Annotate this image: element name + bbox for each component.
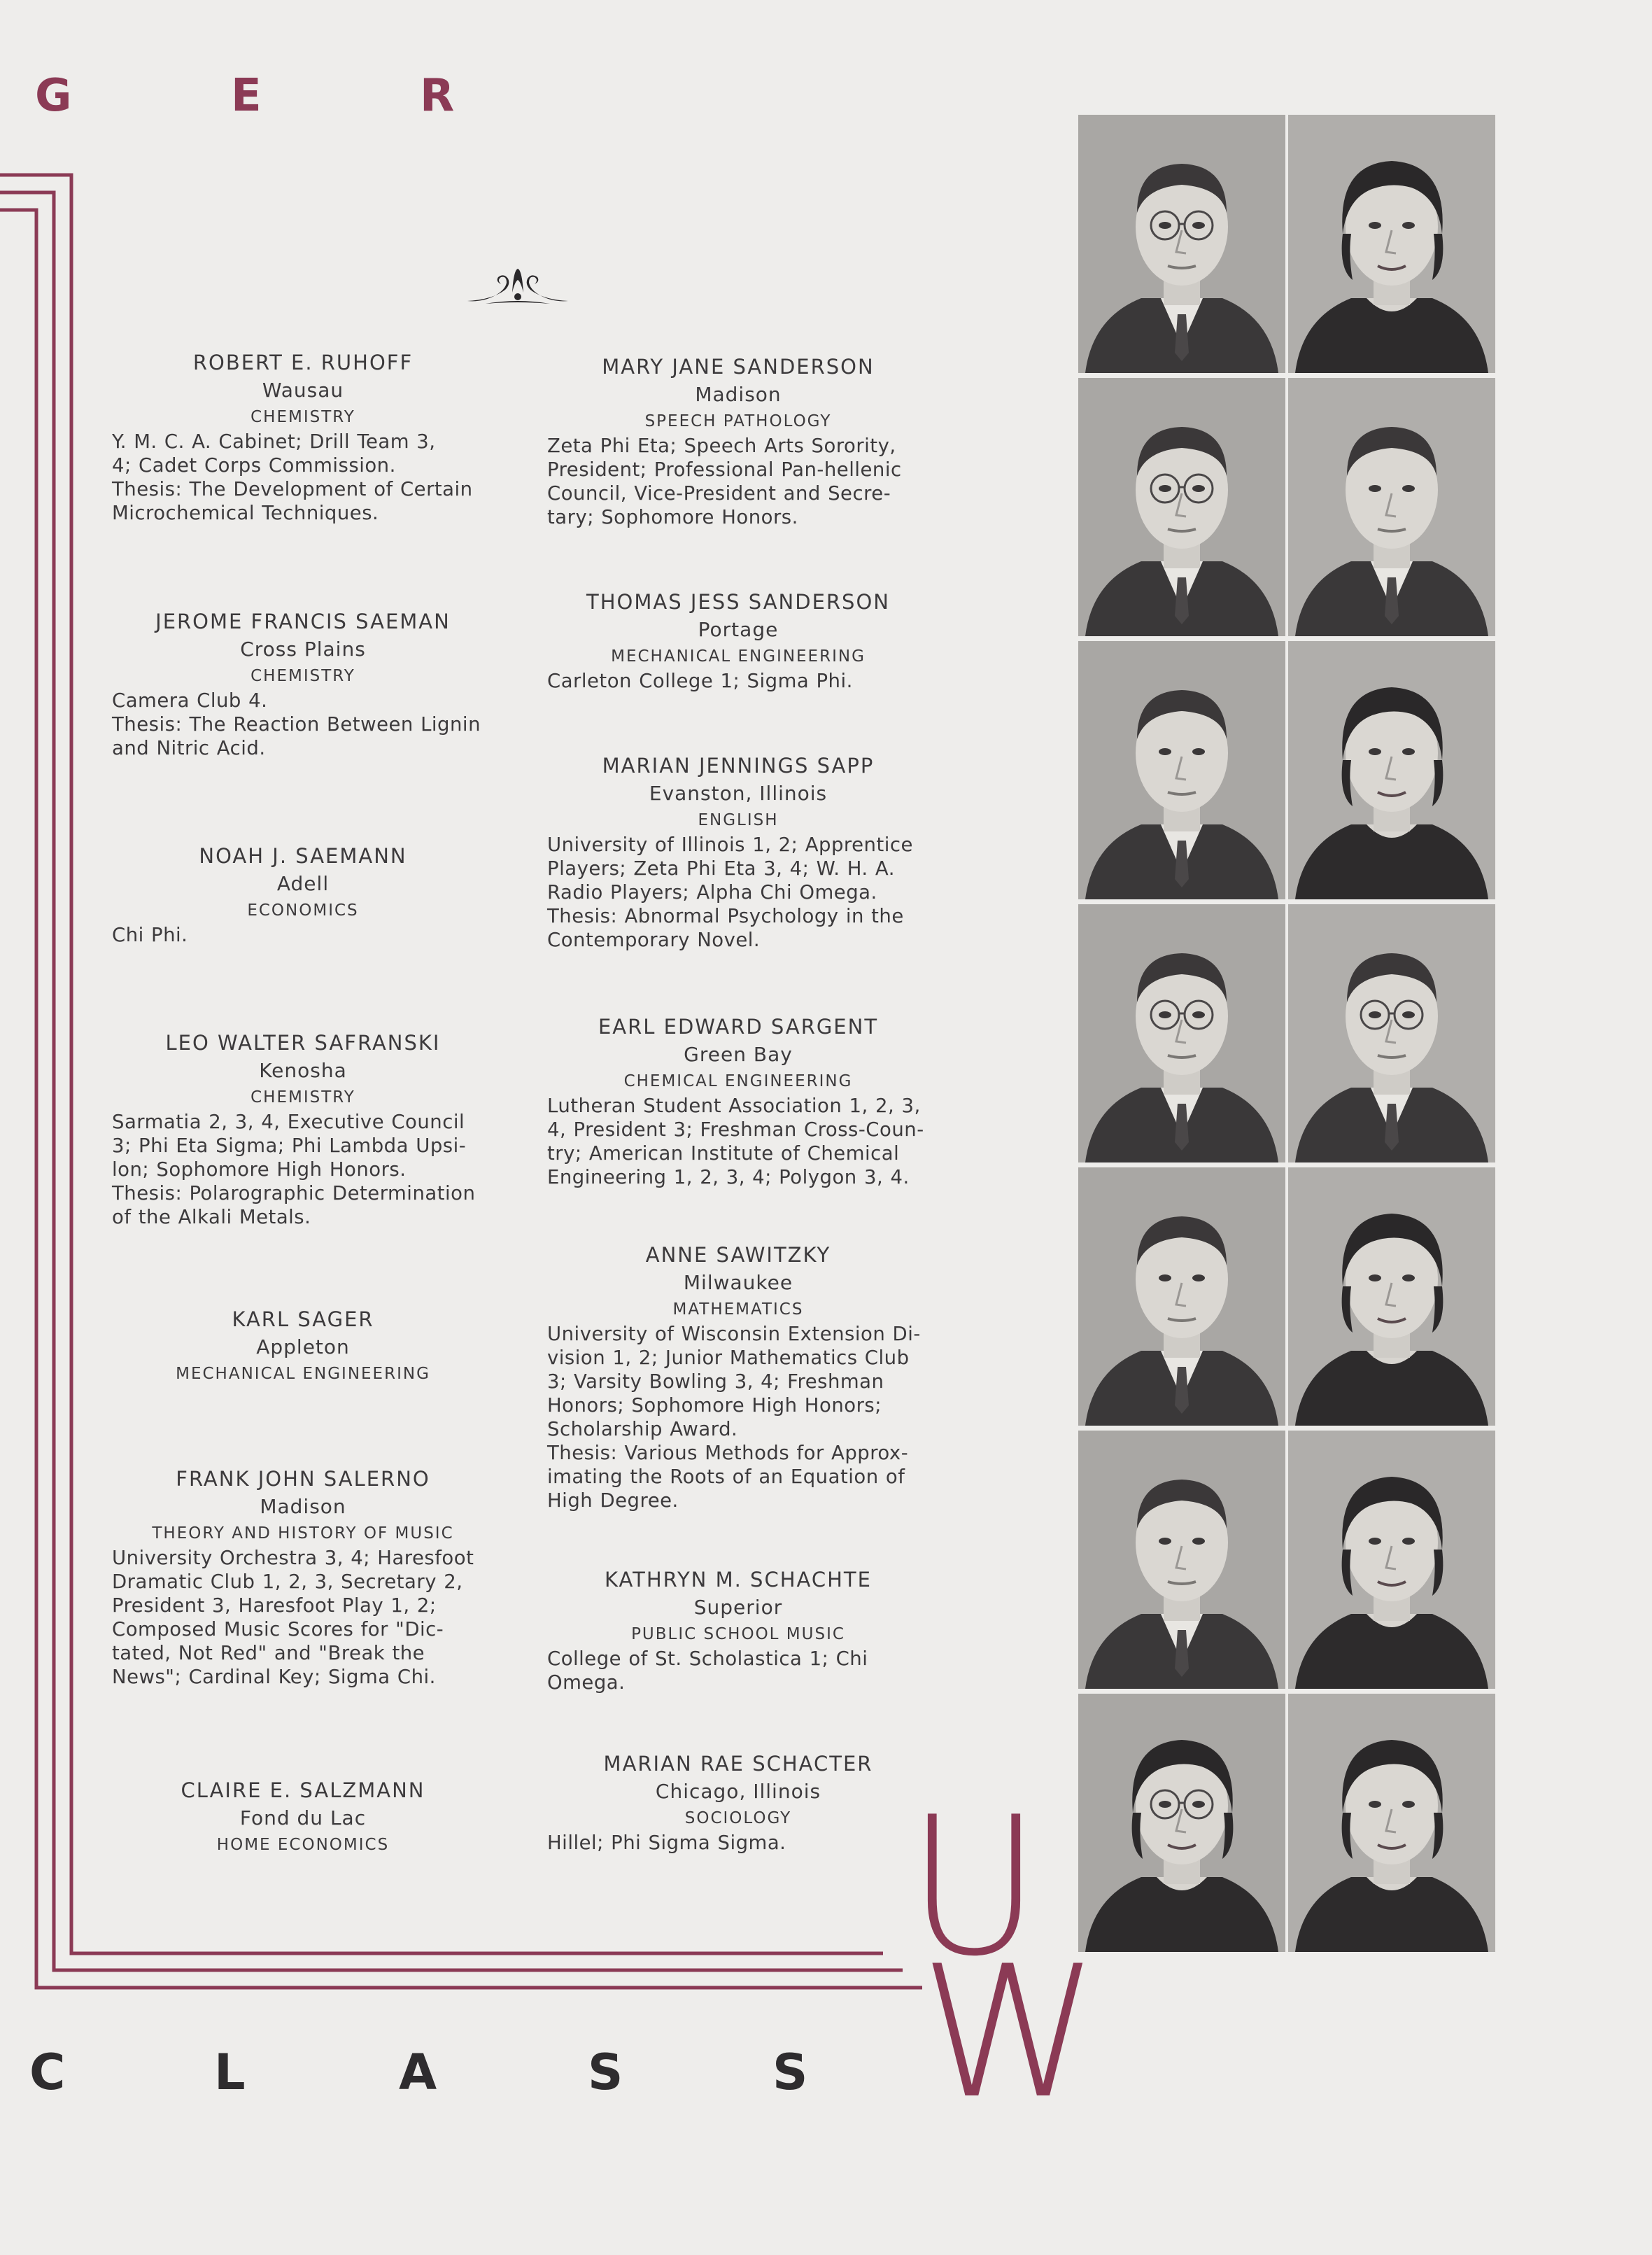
activity-line: Contemporary Novel.: [547, 929, 761, 951]
student-department: MATHEMATICS: [672, 1300, 804, 1319]
student-name: EARL EDWARD SARGENT: [598, 1015, 879, 1039]
student-hometown: Cross Plains: [240, 638, 366, 661]
activity-line: Omega.: [547, 1671, 626, 1694]
student-activities: [547, 434, 929, 529]
student-activities: [112, 1546, 494, 1689]
student-name: ROBERT E. RUHOFF: [192, 351, 414, 374]
student-name: MARY JANE SANDERSON: [602, 355, 875, 379]
monogram-letter-w: W: [919, 1927, 1100, 2139]
activity-line: vision 1, 2; Junior Mathematics Club: [547, 1347, 910, 1369]
student-portrait-photo: [1078, 378, 1285, 636]
activity-line: Council, Vice-President and Secre-: [547, 482, 891, 505]
activity-line: 4; Cadet Corps Commission.: [112, 454, 396, 477]
student-entry: [112, 349, 494, 525]
student-department: THEORY AND HISTORY OF MUSIC: [152, 1524, 454, 1543]
activity-line: Y. M. C. A. Cabinet; Drill Team 3,: [112, 430, 436, 453]
activity-line: Dramatic Club 1, 2, 3, Secretary 2,: [112, 1571, 463, 1593]
activity-line: of the Alkali Metals.: [112, 1206, 311, 1228]
student-activities: [112, 689, 494, 760]
student-department: ECONOMICS: [247, 901, 359, 920]
student-activities: [112, 430, 494, 525]
student-portrait-photo: [1288, 641, 1495, 899]
student-portrait-photo: [1078, 1694, 1285, 1952]
footer-letter: S: [772, 2044, 808, 2101]
activity-line: Thesis: Abnormal Psychology in the: [547, 905, 904, 927]
student-hometown: Chicago, Illinois: [655, 1780, 821, 1803]
student-entry: [547, 588, 929, 693]
activity-line: Lutheran Student Association 1, 2, 3,: [547, 1095, 921, 1117]
activity-line: President 3, Haresfoot Play 1, 2;: [112, 1594, 437, 1617]
student-portrait-photo: [1078, 115, 1285, 373]
activity-line: imating the Roots of an Equation of: [547, 1466, 905, 1488]
student-hometown: Portage: [698, 618, 779, 641]
activity-line: Engineering 1, 2, 3, 4; Polygon 3, 4.: [547, 1166, 910, 1188]
student-entry: [547, 1750, 929, 1855]
student-department: ENGLISH: [698, 811, 779, 829]
activity-line: Thesis: The Reaction Between Lignin: [112, 713, 481, 736]
activity-line: Thesis: The Development of Certain: [112, 478, 473, 500]
activity-line: Sarmatia 2, 3, 4, Executive Council: [112, 1111, 465, 1133]
student-name: ANNE SAWITZKY: [645, 1243, 831, 1267]
scroll-flourish-icon: [465, 265, 571, 308]
student-name: MARIAN RAE SCHACTER: [603, 1752, 873, 1776]
activity-line: 4, President 3; Freshman Cross-Coun-: [547, 1118, 924, 1141]
student-activities: [547, 1322, 929, 1512]
student-name: NOAH J. SAEMANN: [199, 844, 407, 868]
student-hometown: Green Bay: [684, 1043, 793, 1066]
student-hometown: Kenosha: [259, 1059, 347, 1082]
student-entry: [112, 607, 494, 760]
activity-line: Thesis: Polarographic Determination: [112, 1182, 476, 1204]
header-letter: R: [420, 70, 455, 122]
activity-line: Zeta Phi Eta; Speech Arts Sorority,: [547, 435, 896, 457]
footer-letter: C: [29, 2044, 66, 2101]
activity-line: try; American Institute of Chemical: [547, 1142, 900, 1165]
student-hometown: Milwaukee: [683, 1271, 793, 1294]
student-department: MECHANICAL ENGINEERING: [176, 1365, 430, 1383]
activity-line: tated, Not Red" and "Break the: [112, 1642, 425, 1664]
student-activities: [547, 833, 929, 952]
student-entry: [112, 842, 494, 947]
student-entry: [112, 1465, 494, 1689]
student-name: THOMAS JESS SANDERSON: [586, 590, 890, 614]
student-entry: [547, 1241, 929, 1512]
activity-line: Scholarship Award.: [547, 1418, 738, 1440]
activity-line: and Nitric Acid.: [112, 737, 266, 759]
student-portrait-photo: [1288, 115, 1495, 373]
header-letter: E: [231, 70, 262, 122]
student-hometown: Adell: [276, 872, 330, 895]
student-department: CHEMISTRY: [250, 1088, 355, 1107]
activity-line: News"; Cardinal Key; Sigma Chi.: [112, 1666, 436, 1688]
student-name: LEO WALTER SAFRANSKI: [165, 1031, 441, 1055]
header-letter: G: [35, 70, 72, 122]
student-entry: [112, 1776, 494, 1857]
activity-line: Carleton College 1; Sigma Phi.: [547, 670, 853, 692]
student-department: HOME ECONOMICS: [216, 1836, 390, 1854]
student-activities: [547, 1094, 929, 1189]
footer-letter: L: [214, 2044, 246, 2101]
student-hometown: Superior: [693, 1596, 783, 1619]
student-activities: [112, 1110, 494, 1229]
activity-line: Chi Phi.: [112, 924, 188, 946]
student-hometown: Appleton: [256, 1335, 350, 1358]
student-activities: [547, 1647, 929, 1694]
student-department: SOCIOLOGY: [684, 1809, 792, 1827]
activity-line: Radio Players; Alpha Chi Omega.: [547, 881, 877, 904]
student-hometown: Wausau: [262, 379, 344, 402]
student-portrait-photo: [1288, 1431, 1495, 1689]
student-portrait-photo: [1288, 904, 1495, 1162]
student-portrait-photo: [1288, 1167, 1495, 1426]
student-department: CHEMICAL ENGINEERING: [623, 1072, 853, 1090]
student-name: CLAIRE E. SALZMANN: [181, 1778, 425, 1802]
student-name: JEROME FRANCIS SAEMAN: [155, 610, 451, 633]
activity-line: 3; Phi Eta Sigma; Phi Lambda Upsi-: [112, 1134, 467, 1157]
student-portrait-photo: [1288, 1694, 1495, 1952]
student-entry: [547, 1013, 929, 1189]
student-activities: [547, 669, 929, 693]
student-name: FRANK JOHN SALERNO: [176, 1467, 430, 1491]
student-department: CHEMISTRY: [250, 667, 355, 685]
student-hometown: Madison: [260, 1495, 346, 1518]
student-portrait-photo: [1078, 641, 1285, 899]
activity-line: Hillel; Phi Sigma Sigma.: [547, 1832, 786, 1854]
activity-line: lon; Sophomore High Honors.: [112, 1158, 407, 1181]
student-hometown: Madison: [695, 383, 782, 406]
activity-line: Thesis: Various Methods for Approx-: [547, 1442, 909, 1464]
student-department: PUBLIC SCHOOL MUSIC: [631, 1625, 845, 1643]
student-name: KARL SAGER: [232, 1307, 374, 1331]
activity-line: Camera Club 4.: [112, 689, 268, 712]
activity-line: President; Professional Pan-hellenic: [547, 458, 902, 481]
student-entry: [112, 1305, 494, 1386]
activity-line: University of Wisconsin Extension Di-: [547, 1323, 921, 1345]
student-entry: [547, 1566, 929, 1694]
student-department: CHEMISTRY: [250, 408, 355, 426]
student-portrait-photo: [1078, 904, 1285, 1162]
student-entry: [547, 752, 929, 952]
student-portrait-photo: [1078, 1431, 1285, 1689]
activity-line: Honors; Sophomore High Honors;: [547, 1394, 882, 1417]
activity-line: University of Illinois 1, 2; Apprentice: [547, 834, 913, 856]
student-activities: [547, 1831, 929, 1855]
student-name: MARIAN JENNINGS SAPP: [602, 754, 875, 778]
activity-line: High Degree.: [547, 1489, 679, 1512]
student-department: SPEECH PATHOLOGY: [644, 412, 832, 430]
uw-monogram: [907, 1776, 1100, 2139]
student-hometown: Fond du Lac: [239, 1806, 367, 1829]
activity-line: Composed Music Scores for "Dic-: [112, 1618, 444, 1641]
student-portrait-photo: [1288, 378, 1495, 636]
student-activities: [112, 923, 494, 947]
footer-letter: S: [588, 2044, 623, 2101]
activity-line: Microchemical Techniques.: [112, 502, 379, 524]
student-entry: [112, 1029, 494, 1229]
student-department: MECHANICAL ENGINEERING: [611, 647, 866, 666]
activity-line: 3; Varsity Bowling 3, 4; Freshman: [547, 1370, 884, 1393]
portrait-grid: [1078, 115, 1495, 1953]
student-entry: [547, 353, 929, 529]
student-name: KATHRYN M. SCHACHTE: [605, 1568, 872, 1592]
footer-letter: A: [399, 2044, 437, 2101]
activity-line: College of St. Scholastica 1; Chi: [547, 1648, 868, 1670]
student-hometown: Evanston, Illinois: [649, 782, 828, 805]
activity-line: University Orchestra 3, 4; Haresfoot: [112, 1547, 474, 1569]
student-portrait-photo: [1078, 1167, 1285, 1426]
monogram-letter-u: U: [907, 1776, 1041, 1998]
activity-line: tary; Sophomore Honors.: [547, 506, 798, 528]
activity-line: Players; Zeta Phi Eta 3, 4; W. H. A.: [547, 857, 895, 880]
